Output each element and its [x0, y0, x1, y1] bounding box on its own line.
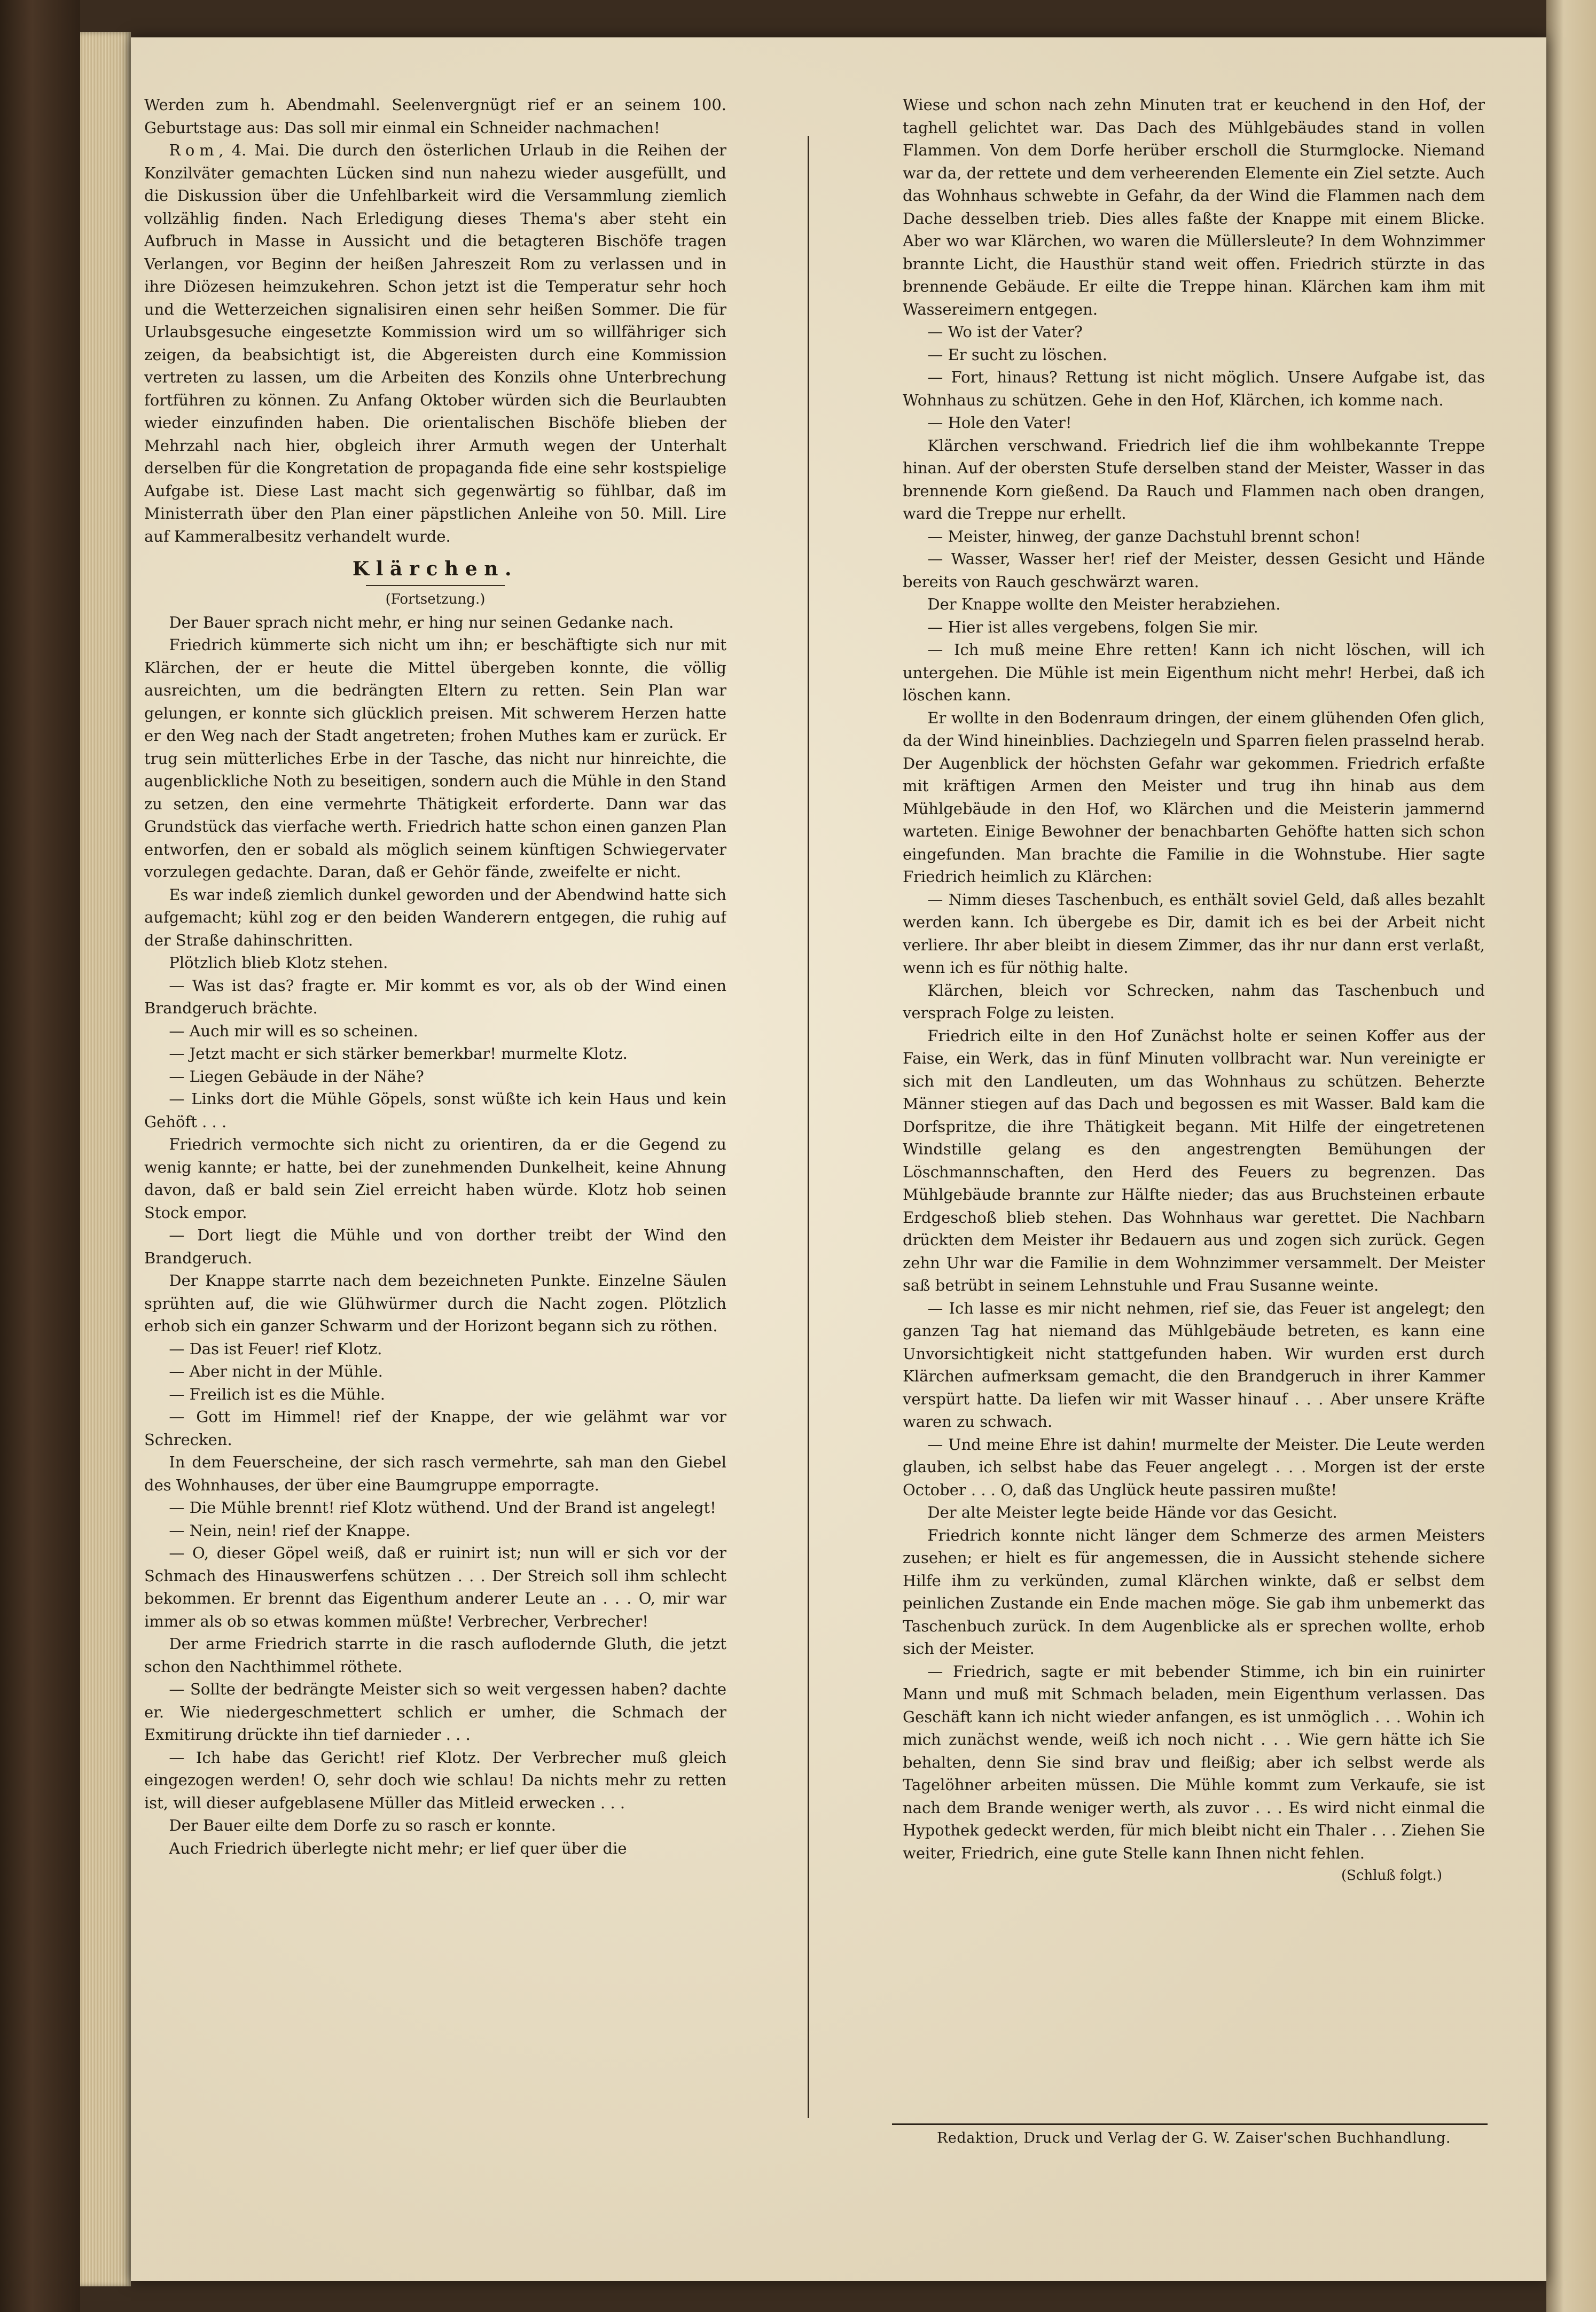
story-paragraph: In dem Feuerscheine, der sich rasch vermehrte, sah man den Giebel des Wohnhauses, der über eine Baumgruppe emporragte.: [144, 1453, 726, 1494]
story-paragraph: — Wasser, Wasser her! rief der Meister, dessen Gesicht und Hände bereits von Rauch geschwärzt waren.: [903, 550, 1485, 591]
story-paragraph: Friedrich vermochte sich nicht zu orientiren, da er die Gegend zu wenig kannte; er hatte, bei der zunehmenden Dunkelheit, keine Ahnung davon, daß er bald sein Ziel erreicht haben würde. Klotz hob seinen Stock empor.: [144, 1135, 726, 1222]
story-paragraph: — Liegen Gebäude in der Nähe?: [169, 1067, 424, 1085]
page-edges: [80, 32, 131, 2286]
story-paragraph: Der Bauer sprach nicht mehr, er hing nur seinen Gedanke nach.: [169, 613, 674, 631]
story-subtitle: (Fortsetzung.): [385, 591, 486, 607]
story-paragraph: — Fort, hinaus? Rettung ist nicht möglich. Unsere Aufgabe ist, das Wohnhaus zu schützen. Gehe in den Hof, Klärchen, ich komme nach.: [903, 368, 1485, 409]
story-paragraph: — O, dieser Göpel weiß, daß er ruinirt ist; nun will er sich vor der Schmach des Hinauswerfens schützen . . . Der Streich soll ihm schlecht bekommen. Er brennt das Eigenthum anderer Leute an . . . O, mir war immer als ob so etwas kommen müßte! Verbrecher, Verbrecher!: [144, 1544, 726, 1630]
story-paragraph: Wiese und schon nach zehn Minuten trat er keuchend in den Hof, der taghell gelichtet war. Das Dach des Mühlgebäudes stand in vollen Flammen. Von dem Dorfe herüber erscholl die Sturmglocke. Niemand war da, der rettete und dem verheerenden Elemente ein Ziel setzte. Auch das Wohnhaus schwebte in Gefahr, da der Wind die Flammen nach dem Dache desselben trieb. Dies alles faßte der Knappe mit einem Blicke. Aber wo war Klärchen, wo waren die Müllersleute? In dem Wohnzimmer brannte Licht, die Hausthür stand weit offen. Friedrich stürzte in das brennende Gebäude. Er eilte die Treppe hinan. Klärchen kam ihm mit Wassereimern entgegen.: [903, 96, 1485, 318]
story-paragraph: — Dort liegt die Mühle und von dorther treibt der Wind den Brandgeruch.: [144, 1226, 726, 1267]
story-paragraph: Auch Friedrich überlegte nicht mehr; er lief quer über die: [169, 1839, 627, 1857]
story-paragraph: — Links dort die Mühle Göpels, sonst wüßte ich kein Haus und kein Gehöft . . .: [144, 1090, 726, 1131]
story-paragraph: Friedrich eilte in den Hof Zunächst holte er seinen Koffer aus der Faise, ein Werk, das in fünf Minuten vollbracht war. Nun vereinigte er sich mit den Landleuten, um das Wohnhaus zu schützen. Beherzte Männer stiegen auf das Dach und begossen es mit Wasser. Bald kam die Dorfspritze, die ihre Thätigkeit begann. Mit Hilfe der eingetretenen Windstille gelang es den angestrengten Bemühungen der Löschmannschaften, den Herd des Feuers zu begrenzen. Das Mühlgebäude brannte zur Hälfte nieder; das aus Bruchsteinen erbaute Erdgeschoß blieb stehen. Das Wohnhaus war gerettet. Die Nachbarn drückten dem Meister ihr Bedauern aus und zogen sich zurück. Gegen zehn Uhr war die Familie in dem Wohnzimmer versammelt. Der Meister saß betrübt in seinem Lehnstuhle und Frau Susanne weinte.: [903, 1026, 1485, 1294]
story-paragraph: — Er sucht zu löschen.: [927, 345, 1107, 364]
story-paragraph: — Meister, hinweg, der ganze Dachstuhl brennt schon!: [927, 527, 1361, 545]
story-paragraph: — Die Mühle brennt! rief Klotz wüthend. Und der Brand ist angelegt!: [169, 1498, 716, 1517]
facing-page-edge: [1546, 0, 1596, 2312]
continued-note: (Schluß folgt.): [1341, 1868, 1442, 1884]
story-paragraph: — Jetzt macht er sich stärker bemerkbar! murmelte Klotz.: [169, 1044, 628, 1063]
story-paragraph: — Das ist Feuer! rief Klotz.: [169, 1339, 382, 1358]
story-paragraph: — Gott im Himmel! rief der Knappe, der wie gelähmt war vor Schrecken.: [144, 1408, 726, 1449]
story-paragraph: Friedrich kümmerte sich nicht um ihn; er beschäftigte sich nur mit Klärchen, der er heute die Mittel übergeben konnte, die völlig ausreichten, um die bedrängten Eltern zu retten. Sein Plan war gelungen, er konnte sich glücklich preisen. Mit schwerem Herzen hatte er den Weg nach der Stadt angetreten; frohen Muthes kam er zurück. Er trug sein mütterliches Erbe in der Tasche, das nicht nur hinreichte, die augenblickliche Noth zu beseitigen, sondern auch die Mühle in den Stand zu setzen, den eine vermehrte Thätigkeit erforderte. Dann war das Grundstück das vierfache werth. Friedrich hatte schon einen ganzen Plan entworfen, den er sobald als möglich seinem künftigen Schwiegervater vorzulegen gedachte. Daran, daß er Gehör fände, zweifelte er nicht.: [144, 636, 726, 881]
story-paragraph: Der Bauer eilte dem Dorfe zu so rasch er konnte.: [169, 1816, 556, 1834]
story-paragraph: Der alte Meister legte beide Hände vor das Gesicht.: [927, 1503, 1337, 1521]
story-paragraph: Er wollte in den Bodenraum dringen, der einem glühenden Ofen glich, da der Wind hineinblies. Dachziegeln und Sparren fielen prasselnd herab. Der Augenblick der höchsten Gefahr war gekommen. Friedrich erfaßte mit kräftigen Armen den Meister und trug ihn hinab aus dem Mühlgebäude in den Hof, wo Klärchen und die Meisterin jammernd warteten. Einige Bewohner der benachbarten Gehöfte hatten sich schon eingefunden. Man brachte die Familie in die Wohnstube. Hier sagte Friedrich heimlich zu Klärchen:: [903, 708, 1485, 886]
title-separator: [366, 585, 505, 586]
story-paragraph: — Aber nicht in der Mühle.: [169, 1362, 383, 1380]
imprint-rule: [892, 2123, 1488, 2125]
news-text-rom: , 4. Mai. Die durch den österlichen Urlaub in die Reihen der Konzilväter gemachten Lücken sind nun nahezu wieder ausgefüllt, und die Diskussion über die Unfehlbarkeit wird die Versammlung ziemlich vollzählig finden. Nach Erledigung dieses Thema's aber steht ein Aufbruch in Masse in Aussicht und die betagteren Bischöfe tragen Verlangen, vor Beginn der heißen Jahreszeit Rom zu verlassen und in ihre Diözesen heimzukehren. Schon jetzt ist die Temperatur sehr hoch und die Wetterzeichen signalisiren einen sehr heißen Sommer. Die für Urlaubsgesuche eingesetzte Kommission wird um so willfähriger sich zeigen, da beabsichtigt ist, die Abgereisten durch eine Kommission vertreten zu lassen, um die Arbeiten des Konzils ohne Unterbrechung fortführen zu können. Zu Anfang Oktober würden sich die Beurlaubten wieder einzufinden haben. Die orientalischen Bischöfe blieben der Mehrzahl nach hier, obgleich ihrer Armuth wegen der Unterhalt derselben für die Kongretation de propaganda fide eine sehr kostspielige Aufgabe ist. Diese Last macht sich gegenwärtig so fühlbar, daß im Ministerrath über den Plan einer päpstlichen Anleihe von 50. Mill. Lire auf Kammeralbesitz verhandelt wurde.: [144, 141, 726, 545]
story-paragraph: — Ich muß meine Ehre retten! Kann ich nicht löschen, will ich untergehen. Die Mühle ist mein Eigenthum nicht mehr! Herbei, daß ich löschen kann.: [903, 641, 1485, 704]
column-rule: [808, 136, 809, 2118]
story-paragraph: — Nein, nein! rief der Knappe.: [169, 1521, 411, 1540]
story-paragraph: — Nimm dieses Taschenbuch, es enthält soviel Geld, daß alles bezahlt werden kann. Ich übergebe es Dir, damit ich es bei der Arbeit nicht verliere. Ihr aber bleibt in diesem Zimmer, das ihr nur dann erst verlaßt, wenn ich es für nöthig halte.: [903, 890, 1485, 977]
story-paragraph: Der Knappe wollte den Meister herabziehen.: [927, 595, 1281, 613]
story-paragraph: — Freilich ist es die Mühle.: [169, 1385, 385, 1403]
left-column: [144, 93, 726, 2177]
news-paragraph-rom: [144, 139, 726, 548]
story-paragraph: Klärchen verschwand. Friedrich lief die ihm wohlbekannte Treppe hinan. Auf der obersten Stufe derselben stand der Meister, Wasser in das brennende Korn gießend. Da Rauch und Flammen nach oben drangen, ward die Treppe nur erhellt.: [903, 436, 1485, 522]
story-paragraph: — Hole den Vater!: [927, 413, 1072, 432]
story-paragraph: — Was ist das? fragte er. Mir kommt es vor, als ob der Wind einen Brandgeruch brächte.: [144, 976, 726, 1017]
dateline-city: Rom: [169, 141, 219, 159]
publisher-imprint: Redaktion, Druck und Verlag der G. W. Zaiser'schen Buchhandlung.: [937, 2130, 1451, 2146]
story-paragraph: Es war indeß ziemlich dunkel geworden und der Abendwind hatte sich aufgemacht; kühl zog er den beiden Wanderern entgegen, die ruhig auf der Straße dahinschritten.: [144, 885, 726, 949]
story-paragraph: — Wo ist der Vater?: [927, 323, 1083, 341]
story-paragraph: — Hier ist alles vergebens, folgen Sie mir.: [927, 618, 1258, 636]
story-paragraph: Der Knappe starrte nach dem bezeichneten Punkte. Einzelne Säulen sprühten auf, die wie Glühwürmer durch die Nacht zogen. Plötzlich erhob sich ein ganzer Schwarm und der Horizont begann sich zu röthen.: [144, 1271, 726, 1335]
story-paragraph: Friedrich konnte nicht länger dem Schmerze des armen Meisters zusehen; er hielt es für angemessen, die in Aussicht stehende sichere Hilfe ihm zu verkünden, zumal Klärchen winkte, daß er selbst dem peinlichen Zustande ein Ende machen möge. Sie gab ihm unbemerkt das Taschenbuch zurück. In dem Augenblicke als er sprechen wollte, erhob sich der Meister.: [903, 1526, 1485, 1658]
story-paragraph: — Auch mir will es so scheinen.: [169, 1021, 418, 1040]
story-title: Klärchen.: [352, 558, 519, 580]
story-paragraph: Klärchen, bleich vor Schrecken, nahm das Taschenbuch und versprach Folge zu leisten.: [903, 981, 1485, 1022]
right-column: [903, 93, 1485, 2177]
story-paragraph: — Friedrich, sagte er mit bebender Stimme, ich bin ein ruinirter Mann und muß mit Schmach beladen, mein Eigenthum verlassen. Das Geschäft kann ich nicht wieder anfangen, es ist unmöglich . . . Wohin ich mich zunächst wende, weiß ich noch nicht . . . Wie gern hätte ich Sie behalten, denn Sie sind brav und fleißig; aber ich selbst werde als Tagelöhner arbeiten müssen. Die Mühle kommt zum Verkaufe, sie ist nach dem Brande weniger werth, als zuvor . . . Es wird nicht einmal die Hypothek gedeckt werden, für mich bleibt nicht ein Thaler . . . Ziehen Sie weiter, Friedrich, eine gute Stelle kann Ihnen nicht fehlen.: [903, 1662, 1485, 1862]
story-paragraph: Plötzlich blieb Klotz stehen.: [169, 954, 388, 972]
story-paragraph: — Ich habe das Gericht! rief Klotz. Der Verbrecher muß gleich eingezogen werden! O, sehr doch wie schlau! Da nichts mehr zu retten ist, will dieser aufgeblasene Müller das Mitleid erwecken . . .: [144, 1748, 726, 1812]
news-paragraph-1: Werden zum h. Abendmahl. Seelenvergnügt rief er an seinem 100. Geburtstage aus: Das soll mir einmal ein Schneider nachmachen!: [144, 96, 726, 137]
book-binding: [0, 0, 80, 2312]
story-paragraph: — Sollte der bedrängte Meister sich so weit vergessen haben? dachte er. Wie niedergeschmettert schlich er umher, die Schmach der Exmitirung drückte ihn tief darnieder . . .: [144, 1680, 726, 1744]
story-paragraph: — Und meine Ehre ist dahin! murmelte der Meister. Die Leute werden glauben, ich selbst habe das Feuer angelegt . . . Morgen ist der erste October . . . O, daß das Unglück heute passiren mußte!: [903, 1435, 1485, 1499]
story-paragraph: Der arme Friedrich starrte in die rasch auflodernde Gluth, die jetzt schon den Nachthimmel röthete.: [144, 1635, 726, 1676]
story-paragraph: — Ich lasse es mir nicht nehmen, rief sie, das Feuer ist angelegt; den ganzen Tag hat niemand das Mühlgebäude betreten, es kann eine Unvorsichtigkeit nicht stattgefunden haben. Wir wurden erst durch Klärchen aufmerksam gemacht, die den Brandgeruch in ihrer Kammer verspürt hatte. Da liefen wir mit Wasser hinauf . . . Aber unsere Kräfte waren zu schwach.: [903, 1299, 1485, 1431]
